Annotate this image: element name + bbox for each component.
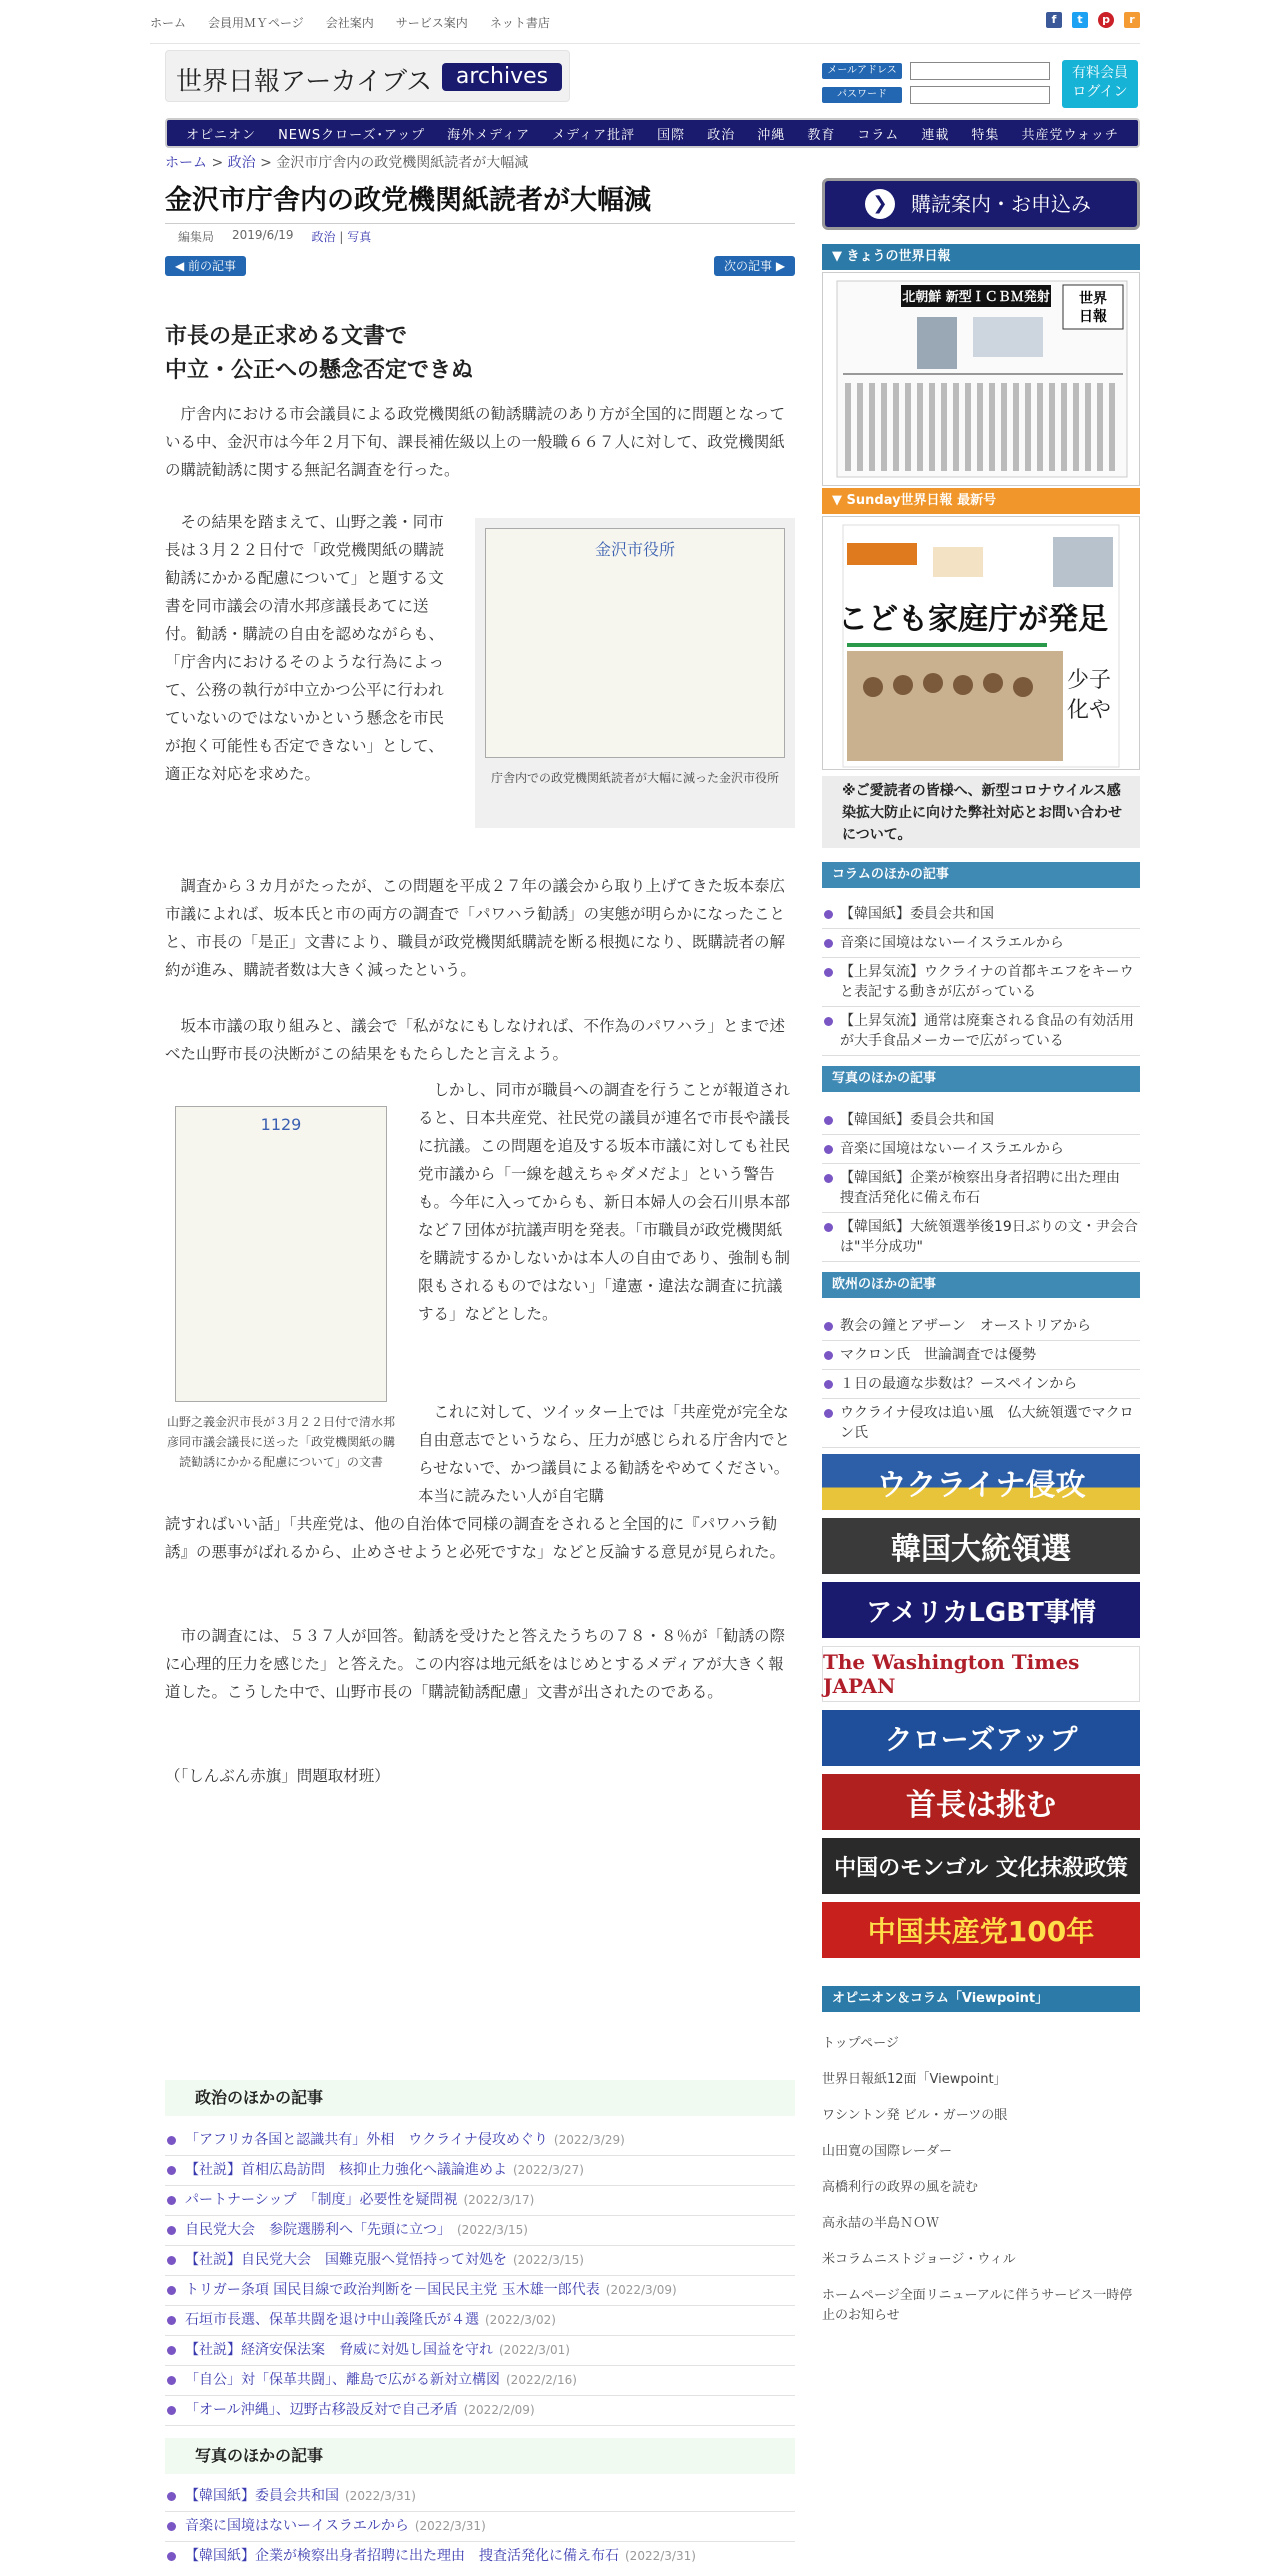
main-nav (165, 118, 1140, 148)
list-link[interactable]: 「アフリカ各国と認識共有」外相 ウクライナ侵攻めぐり (185, 2132, 548, 2148)
today-paper-heading: ▼ きょうの世界日報 (822, 244, 1140, 270)
list-item[interactable] (165, 2482, 795, 2512)
viewpoint-item[interactable]: ワシントン発 ビル・ガーツの眼 (822, 2108, 1008, 2123)
svg-text:日報: 日報 (1079, 309, 1107, 325)
nav-feature[interactable]: 特集 (971, 127, 1000, 143)
member-login-button[interactable]: 有料会員 ログイン (1062, 60, 1138, 108)
article-paragraph: その結果を踏まえて、山野之義・同市長は３月２２日付で「政党機関紙の購読勧誘にかかる配慮について」と題する文書を同市議会の清水邦彦議長あてに送付。勧誘・購読の自由を認めながらも、「庁舎内におけるそのような行為によって、公務の執行が中立かつ公平に行われていないのではないかという懸念を市民が抱く可能性も否定できない」として、適正な対応を求めた。 (165, 513, 445, 783)
viewpoint-item[interactable]: 高永喆の半島ＮＯＷ (822, 2216, 940, 2231)
nav-opinion[interactable]: オピニオン (186, 127, 257, 143)
list-item[interactable] (165, 2156, 795, 2186)
list-link[interactable]: パートナーシップ 「制度」必要性を疑問視 (185, 2192, 458, 2208)
list-item[interactable] (165, 2336, 795, 2366)
social-links (1046, 12, 1140, 28)
article-paragraph: しかし、同市が職員への調査を行うことが報道されると、日本共産党、社民党の議員が連名で市長や議長に抗議。この問題を追及する坂本市議に対しても社民党市議から「一線を越えちゃダメだよ」という警告も。今年に入ってからも、新日本婦人の会石川県本部など７団体が抗議声明を発表。「市職員が政党機関紙を購読するかしないかは本人の自由であり、強制も制限もされるものではない」「違憲・違法な調査に抗議する」などとした。 (418, 1081, 791, 1323)
europe-heading: 欧州のほかの記事 (822, 1272, 1140, 1298)
politics-list (165, 2126, 795, 2426)
topnav-home[interactable]: ホーム (150, 16, 187, 30)
facebook-icon[interactable]: f (1046, 12, 1062, 28)
nav-series[interactable]: 連載 (921, 127, 950, 143)
breadcrumb-home[interactable]: ホーム (165, 155, 207, 171)
viewpoint-item[interactable]: 高橋利行の政界の風を読む (822, 2180, 979, 2195)
list-link[interactable]: 【社説】経済安保法案 脅威に対処し国益を守れ (185, 2342, 493, 2358)
svg-text:こども家庭庁が発足: こども家庭庁が発足 (838, 602, 1108, 637)
banner-closeup[interactable]: クローズアップ (822, 1710, 1140, 1766)
login-form (822, 62, 1050, 110)
list-item[interactable]: 音楽に国境はないーイスラエルから (822, 1135, 1140, 1164)
email-field[interactable] (910, 62, 1050, 80)
article-paragraph: 庁舎内における市会議員による政党機関紙の勧誘購読のあり方が全国的に問題となっている中、金沢市は今年２月下旬、課長補佐級以上の一般職６６７人に対して、政党機関紙の購読勧誘に関する無記名調査を行った。 (165, 405, 786, 479)
article-paragraph: これに対して、ツイッター上では「共産党が完全な自由意志でというなら、圧力が感じられる庁舎内でとらせないで、かつ議員による勧誘をやめてください。本当に読みたい人が自宅購 (418, 1403, 791, 1505)
nav-news-closeup[interactable]: NEWSクローズ･アップ (278, 127, 426, 143)
nav-international[interactable]: 国際 (657, 127, 686, 143)
breadcrumb-politics[interactable]: 政治 (227, 155, 256, 171)
list-item[interactable] (165, 2276, 795, 2306)
list-item[interactable]: 【韓国紙】委員会共和国 (822, 1106, 1140, 1135)
list-date: (2022/2/16) (506, 2373, 577, 2387)
figure-city-hall (475, 518, 795, 828)
list-item[interactable] (165, 2366, 795, 2396)
breadcrumb-sep: > (207, 155, 228, 171)
article-lead (165, 320, 795, 388)
topnav-service[interactable]: サービス案内 (395, 16, 468, 30)
today-paper-image[interactable] (822, 272, 1140, 486)
lead-line-1: 市長の是正求める文書で (165, 324, 408, 349)
banner-mongol[interactable]: 中国のモンゴル 文化抹殺政策 (822, 1838, 1140, 1894)
viewpoint-item[interactable]: 米コラムニストジョージ・ウィル (822, 2252, 1016, 2267)
article-paragraph: 調査から３カ月がたったが、この問題を平成２７年の議会から取り上げてきた坂本泰広市議によれば、坂本氏と市の両方の調査で「パワハラ勧誘」の実態が明らかになったことと、市長の「是正」文書により、職員が政党機関紙購読を断る根拠になり、既購読者の解約が進み、購読者数は大きく減ったという。 (165, 877, 786, 979)
banner-ccp-100[interactable]: 中国共産党100年 (822, 1902, 1140, 1958)
article-author: 編集局 (178, 230, 215, 244)
figure-caption: 山野之義金沢市長が３月２２日付で清水邦彦同市議会議長に送った「政党機関紙の購読勧誘にかかる配慮について」の文書 (167, 1415, 396, 1469)
top-bar (150, 0, 1140, 44)
list-link[interactable]: 「オール沖縄」、辺野古移設反対で自己矛盾 (185, 2402, 458, 2418)
nav-education[interactable]: 教育 (807, 127, 836, 143)
list-item[interactable]: 【上昇気流】通常は廃棄される食品の有効活用が大手食品メーカーで広がっている (822, 1007, 1140, 1056)
list-item[interactable]: 【韓国紙】大統領選挙後19日ぶりの文・尹会合は"半分成功" (822, 1213, 1140, 1262)
list-link[interactable]: トリガー条項 国民目線で政治判断を－国民民主党 玉木雄一郎代表 (185, 2282, 600, 2298)
list-link[interactable]: 【社説】自民党大会 国難克服へ覚悟持って対処を (185, 2252, 507, 2268)
list-date: (2022/3/29) (553, 2133, 625, 2147)
viewpoint-heading: オピニオン＆コラム「Viewpoint」 (822, 1986, 1140, 2012)
figure-document (165, 1096, 397, 1536)
breadcrumb (165, 152, 528, 172)
list-item[interactable] (165, 2396, 795, 2426)
photo-bottom-list (165, 2482, 795, 2568)
nav-communist-watch[interactable]: 共産党ウォッチ (1021, 127, 1119, 143)
list-item[interactable] (165, 2542, 795, 2568)
next-article-button[interactable]: 次の記事 ▶ (714, 256, 795, 276)
list-date: (2022/3/02) (485, 2313, 556, 2327)
list-item[interactable] (165, 2512, 795, 2542)
column-heading: コラムのほかの記事 (822, 862, 1140, 888)
nav-okinawa[interactable]: 沖縄 (757, 127, 786, 143)
subscribe-label: 購読案内・お申込み (911, 192, 1091, 216)
list-item[interactable]: １日の最適な歩数は？ースペインから (822, 1370, 1140, 1399)
sunday-front-icon (823, 517, 1139, 769)
list-item[interactable] (165, 2186, 795, 2216)
viewpoint-list (822, 2034, 1140, 2342)
list-date: (2022/3/15) (513, 2253, 584, 2267)
list-date: (2022/2/09) (463, 2403, 535, 2417)
nav-media-critique[interactable]: メディア批評 (552, 127, 636, 143)
pinterest-icon[interactable]: p (1098, 12, 1114, 28)
svg-text:世界: 世界 (1079, 291, 1107, 307)
logo-badge: archives (442, 63, 562, 91)
rss-icon[interactable]: r (1124, 12, 1140, 28)
nav-politics[interactable]: 政治 (707, 127, 736, 143)
email-label: メールアドレス (822, 63, 902, 79)
topnav-company[interactable]: 会社案内 (325, 16, 374, 30)
photo-heading: 写真のほかの記事 (822, 1066, 1140, 1092)
figure-caption: 庁舎内での政党機関紙読者が大幅に減った金沢市役所 (490, 771, 779, 785)
sunday-paper-image[interactable] (822, 516, 1140, 770)
list-item[interactable] (165, 2246, 795, 2276)
banner-mayors[interactable]: 首長は挑む (822, 1774, 1140, 1830)
list-date: (2022/3/31) (414, 2519, 486, 2533)
list-date: (2022/3/27) (513, 2163, 584, 2177)
list-link[interactable]: 【韓国紙】委員会共和国 (185, 2488, 339, 2504)
nav-column[interactable]: コラム (857, 127, 900, 143)
list-link[interactable]: 石垣市長選、保革共闘を退け中山義隆氏が４選 (185, 2312, 479, 2328)
list-date: (2022/3/17) (463, 2193, 535, 2207)
subscribe-button[interactable] (822, 178, 1140, 230)
banner-ukraine[interactable]: ウクライナ侵攻 (822, 1454, 1140, 1510)
lead-line-2: 中立・公正への懸念否定できぬ (165, 358, 474, 383)
viewpoint-item[interactable]: 世界日報紙12面「Viewpoint」 (822, 2072, 1007, 2087)
list-date: (2022/3/09) (605, 2283, 677, 2297)
password-field[interactable] (910, 86, 1050, 104)
prev-article-button[interactable]: ◀ 前の記事 (165, 256, 246, 276)
newspaper-front-icon (823, 273, 1139, 485)
list-item[interactable] (165, 2126, 795, 2156)
article-cat-politics[interactable]: 政治 (311, 230, 336, 244)
list-date: (2022/3/31) (345, 2489, 416, 2503)
city-hall-photo: 金沢市役所 (485, 528, 785, 758)
svg-text:北朝鮮 新型ＩＣＢＭ発射: 北朝鮮 新型ＩＣＢＭ発射 (902, 290, 1050, 305)
photo-bottom-heading: 写真のほかの記事 (165, 2438, 795, 2474)
document-photo: 1129 (175, 1106, 387, 1402)
list-item[interactable]: 【上昇気流】ウクライナの首都キエフをキーウと表記する動きが広がっている (822, 958, 1140, 1007)
list-item[interactable]: 【韓国紙】委員会共和国 (822, 900, 1140, 929)
list-item[interactable] (165, 2306, 795, 2336)
article-meta: 編集局 2019/6/19 政治 | 写真 (178, 228, 372, 244)
nav-foreign-media[interactable]: 海外メディア (447, 127, 531, 143)
banner-washington-times[interactable]: The Washington Times JAPAN (822, 1646, 1140, 1702)
svg-text:化や: 化や (1066, 698, 1112, 723)
list-link[interactable]: 【社説】首相広島訪問 核抑止力強化へ議論進めよ (185, 2162, 507, 2178)
topnav-bookstore[interactable]: ネット書店 (489, 16, 550, 30)
article-paragraph: 市の調査には、５３７人が回答。勧誘を受けたと答えたうちの７８・８％が「勧誘の際に心理的圧力を感じた」と答えた。この内容は地元紙をはじめとするメディアが大きく報道した。こうした中で、山野市長の「購読勧誘配慮」文書が出されたのである。 (165, 1627, 786, 1701)
site-logo[interactable] (165, 50, 570, 102)
topnav-mypage[interactable]: 会員用ＭＹページ (208, 16, 304, 30)
europe-list (822, 1312, 1140, 1448)
corona-notice[interactable]: ※ご愛読者の皆様へ、新型コロナウイルス感染拡大防止に向けた弊社対応とお問い合わせについて。 (822, 776, 1140, 848)
photo-list (822, 1106, 1140, 1262)
top-nav (150, 14, 550, 31)
banner-korea-election[interactable]: 韓国大統領選 (822, 1518, 1140, 1574)
list-item[interactable]: 音楽に国境はないーイスラエルから (822, 929, 1140, 958)
article-title: 金沢市庁舎内の政党機関紙読者が大幅減 (165, 178, 795, 224)
article-paragraph: 読すればいい話」「共産党は、他の自治体で同様の調査をされると全国的に『パワハラ勧誘』の悪事がばれるから、止めさせようと必死ですな」などと反論する意見が見られた。 (165, 1515, 786, 1561)
list-link[interactable]: 音楽に国境はないーイスラエルから (185, 2518, 409, 2534)
list-item[interactable]: 【韓国紙】企業が検察出身者招聘に出た理由 捜査活発化に備え布石 (822, 1164, 1140, 1213)
article-credit: （「しんぶん赤旗」問題取材班） (165, 1767, 390, 1785)
list-date: (2022/3/01) (499, 2343, 570, 2357)
list-item[interactable]: 教会の鐘とアザーン オーストリアから (822, 1312, 1140, 1341)
arrow-right-icon: ❯ (865, 189, 895, 219)
viewpoint-item[interactable]: トップページ (822, 2036, 899, 2051)
list-date: (2022/3/15) (457, 2223, 528, 2237)
password-label: パスワード (822, 87, 902, 103)
svg-text:少子: 少子 (1066, 668, 1112, 693)
article-date: 2019/6/19 (232, 228, 294, 242)
list-link[interactable]: 「自公」対「保革共闘」、離島で広がる新対立構図 (185, 2372, 500, 2388)
list-link[interactable]: 自民党大会 参院選勝利へ「先頭に立つ」 (185, 2222, 451, 2238)
sunday-paper-heading: ▼ Sunday世界日報 最新号 (822, 488, 1140, 514)
list-item[interactable] (165, 2216, 795, 2246)
list-item[interactable]: ウクライナ侵攻は追い風 仏大統領選でマクロン氏 (822, 1399, 1140, 1448)
list-link[interactable]: 【韓国紙】企業が検察出身者招聘に出た理由 捜査活発化に備え布石 (185, 2548, 619, 2564)
article-cat-photo[interactable]: 写真 (347, 230, 372, 244)
viewpoint-item[interactable]: ホームページ全面リニューアルに伴うサービス一時停止のお知らせ (822, 2288, 1133, 2323)
breadcrumb-sep: > (255, 155, 277, 171)
banner-america-lgbt[interactable]: アメリカLGBT事情 (822, 1582, 1140, 1638)
article-paragraph: 坂本市議の取り組みと、議会で「私がなにもしなければ、不作為のパワハラ」とまで述べた山野市長の決断がこの結果をもたらしたと言えよう。 (165, 1017, 786, 1063)
politics-heading: 政治のほかの記事 (165, 2080, 795, 2116)
breadcrumb-current: 金沢市庁舎内の政党機関紙読者が大幅減 (276, 155, 529, 171)
column-list (822, 900, 1140, 1056)
viewpoint-item[interactable]: 山田寛の国際レーダー (822, 2144, 953, 2159)
list-item[interactable]: マクロン氏 世論調査では優勢 (822, 1341, 1140, 1370)
twitter-icon[interactable]: t (1072, 12, 1088, 28)
list-date: (2022/3/31) (625, 2549, 696, 2563)
logo-text: 世界日報アーカイブス (176, 67, 433, 97)
